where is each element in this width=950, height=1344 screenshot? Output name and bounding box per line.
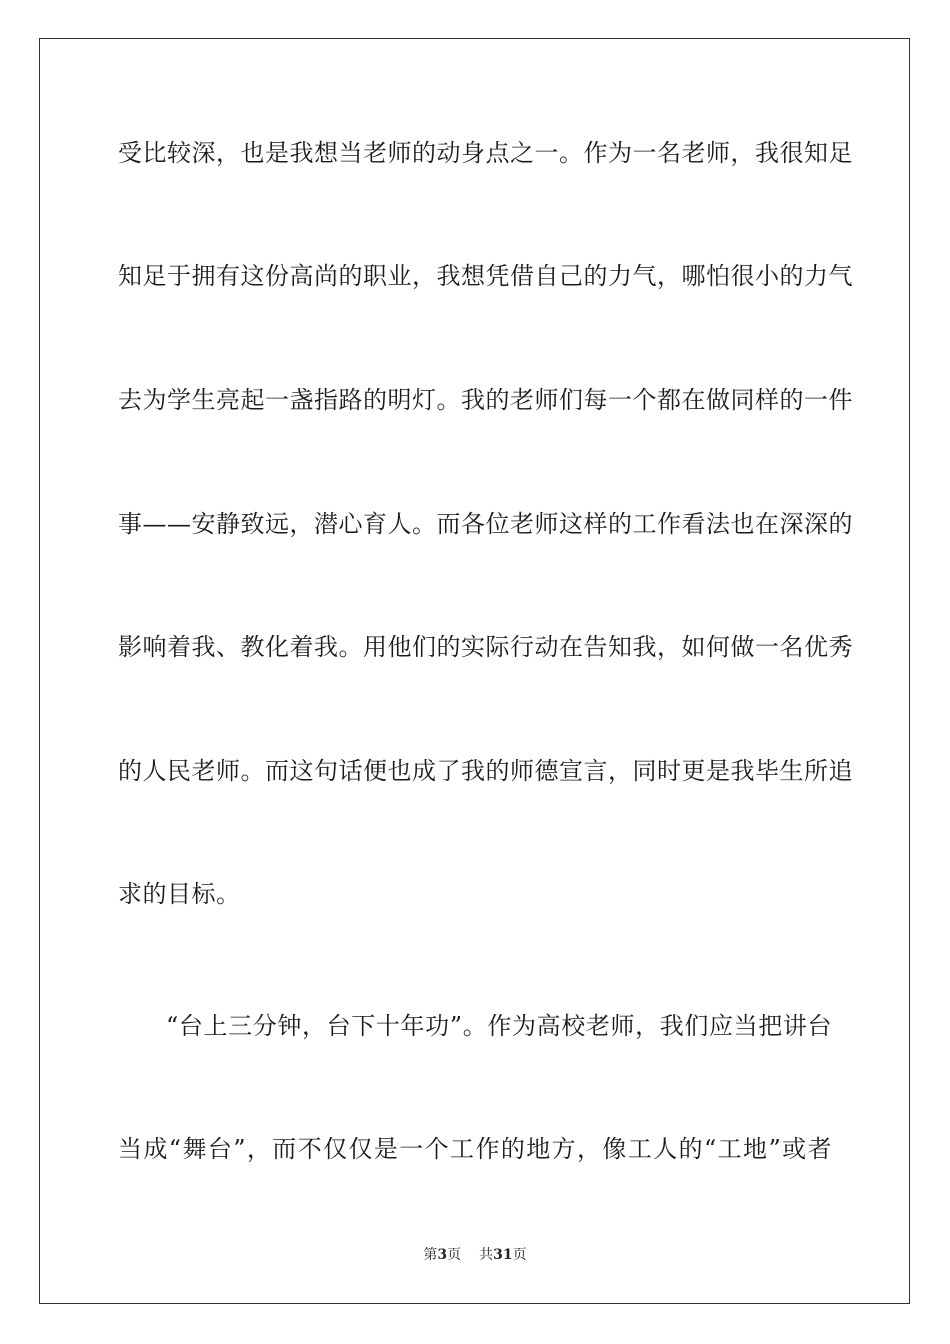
page-footer: [0, 1246, 950, 1264]
text-line: 受比较深，也是我想当老师的动身点之一。作为一名老师，我很知足: [118, 139, 853, 167]
page-suffix: 页: [447, 1247, 462, 1263]
text-line: 去为学生亮起一盏指路的明灯。我的老师们每一个都在做同样的一件: [118, 386, 853, 414]
text-line: 求的目标。: [118, 880, 241, 908]
text-line: 当成“舞台”，而不仅仅是一个工作的地方，像工人的“工地”或者: [118, 1135, 832, 1163]
text-line: 事——安静致远，潜心育人。而各位老师这样的工作看法也在深深的: [118, 510, 853, 538]
page-border: [39, 38, 910, 1304]
total-suffix: 页: [512, 1247, 527, 1263]
total-prefix: 共: [479, 1247, 494, 1263]
page-prefix: 第: [423, 1247, 438, 1263]
paragraph-first-line: “台上三分钟，台下十年功”。作为高校老师，我们应当把讲台: [166, 1012, 832, 1040]
text-line: 影响着我、教化着我。用他们的实际行动在告知我，如何做一名优秀: [118, 633, 853, 661]
text-line: 知足于拥有这份高尚的职业，我想凭借自己的力气，哪怕很小的力气: [118, 262, 853, 290]
text-line: 的人民老师。而这句话便也成了我的师德宣言，同时更是我毕生所追: [118, 757, 853, 785]
total-pages: 31: [493, 1247, 513, 1263]
page-number: 3: [437, 1247, 448, 1263]
